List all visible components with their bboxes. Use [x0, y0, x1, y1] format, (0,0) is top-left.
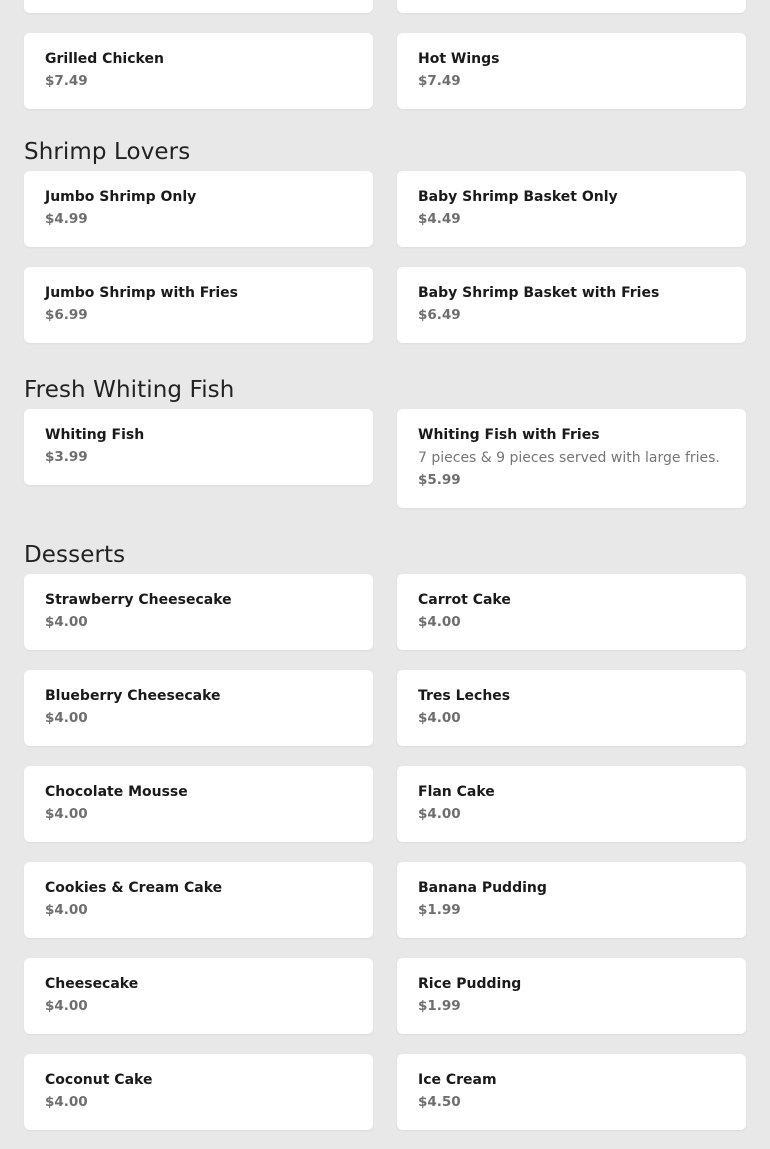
item-name: Flan Cake	[418, 784, 495, 800]
item-name: Baby Shrimp Basket Only	[418, 189, 618, 205]
item-name: Grilled Chicken	[45, 51, 164, 67]
item-price: $4.49	[418, 211, 461, 227]
item-price: $4.00	[45, 806, 88, 822]
item-name: Chocolate Mousse	[45, 784, 188, 800]
item-name: Jumbo Shrimp Only	[45, 189, 197, 205]
item-price: $4.00	[45, 902, 88, 918]
menu-item-card[interactable]	[397, 267, 746, 343]
item-name: Whiting Fish with Fries	[418, 427, 600, 443]
menu-section-shrimp-lovers	[24, 133, 746, 343]
section-title: Desserts	[24, 542, 126, 568]
item-price: $4.00	[45, 998, 88, 1014]
item-name: Blueberry Cheesecake	[45, 688, 221, 704]
section-title: Shrimp Lovers	[24, 139, 191, 165]
item-name: Cheesecake	[45, 976, 139, 992]
item-price: $4.50	[418, 1094, 461, 1110]
item-name: Strawberry Cheesecake	[45, 592, 232, 608]
menu-section-fresh-whiting-fish	[24, 371, 746, 508]
item-price: $6.99	[45, 307, 88, 323]
item-price: $4.00	[45, 1094, 88, 1110]
menu-grid	[24, 574, 746, 1130]
menu-item-card[interactable]	[397, 171, 746, 247]
item-price: $4.99	[45, 211, 88, 227]
item-price: $5.99	[418, 472, 461, 488]
menu-grid	[24, 0, 746, 109]
menu-section-desserts	[24, 536, 746, 1130]
menu-item-card[interactable]	[24, 1054, 373, 1130]
menu-item-card[interactable]	[397, 958, 746, 1034]
menu-grid	[24, 171, 746, 343]
menu-item-card[interactable]	[397, 33, 746, 109]
item-name: Jumbo Shrimp with Fries	[45, 285, 238, 301]
item-price: $4.00	[45, 614, 88, 630]
menu-item-card[interactable]	[397, 670, 746, 746]
menu-item-card[interactable]	[397, 574, 746, 650]
menu-item-card[interactable]	[24, 574, 373, 650]
menu-item-card[interactable]	[24, 958, 373, 1034]
menu-item-card[interactable]	[24, 33, 373, 109]
item-price: $4.00	[45, 710, 88, 726]
menu-grid	[24, 409, 746, 508]
item-price: $7.49	[45, 73, 88, 89]
menu-item-card[interactable]	[24, 409, 373, 485]
item-price: $6.49	[418, 307, 461, 323]
item-name: Banana Pudding	[418, 880, 547, 896]
menu-item-card[interactable]	[24, 862, 373, 938]
menu-item-card[interactable]	[397, 1054, 746, 1130]
menu-item-card[interactable]	[24, 171, 373, 247]
item-price: $4.00	[418, 614, 461, 630]
menu-item-card[interactable]	[24, 267, 373, 343]
item-name: Cookies & Cream Cake	[45, 880, 223, 896]
item-name: Whiting Fish	[45, 427, 145, 443]
item-name: Baby Shrimp Basket with Fries	[418, 285, 660, 301]
menu-section-partial	[24, 0, 746, 109]
menu-item-card[interactable]	[24, 0, 373, 13]
item-price: $4.00	[418, 710, 461, 726]
item-price: $3.99	[45, 449, 88, 465]
item-name: Hot Wings	[418, 51, 500, 67]
item-price: $1.99	[418, 902, 461, 918]
menu-item-card[interactable]	[397, 766, 746, 842]
item-name: Rice Pudding	[418, 976, 522, 992]
item-name: Ice Cream	[418, 1072, 497, 1088]
item-name: Tres Leches	[418, 688, 511, 704]
item-price: $1.99	[418, 998, 461, 1014]
menu-item-card[interactable]	[397, 409, 746, 508]
menu-item-card[interactable]	[397, 0, 746, 13]
item-name: Coconut Cake	[45, 1072, 153, 1088]
item-price: $4.00	[418, 806, 461, 822]
menu-item-card[interactable]	[24, 670, 373, 746]
item-description: 7 pieces & 9 pieces served with large fries.	[418, 450, 720, 466]
menu-item-card[interactable]	[24, 766, 373, 842]
item-name: Carrot Cake	[418, 592, 511, 608]
item-price: $7.49	[418, 73, 461, 89]
menu-item-card[interactable]	[397, 862, 746, 938]
section-title: Fresh Whiting Fish	[24, 377, 235, 403]
